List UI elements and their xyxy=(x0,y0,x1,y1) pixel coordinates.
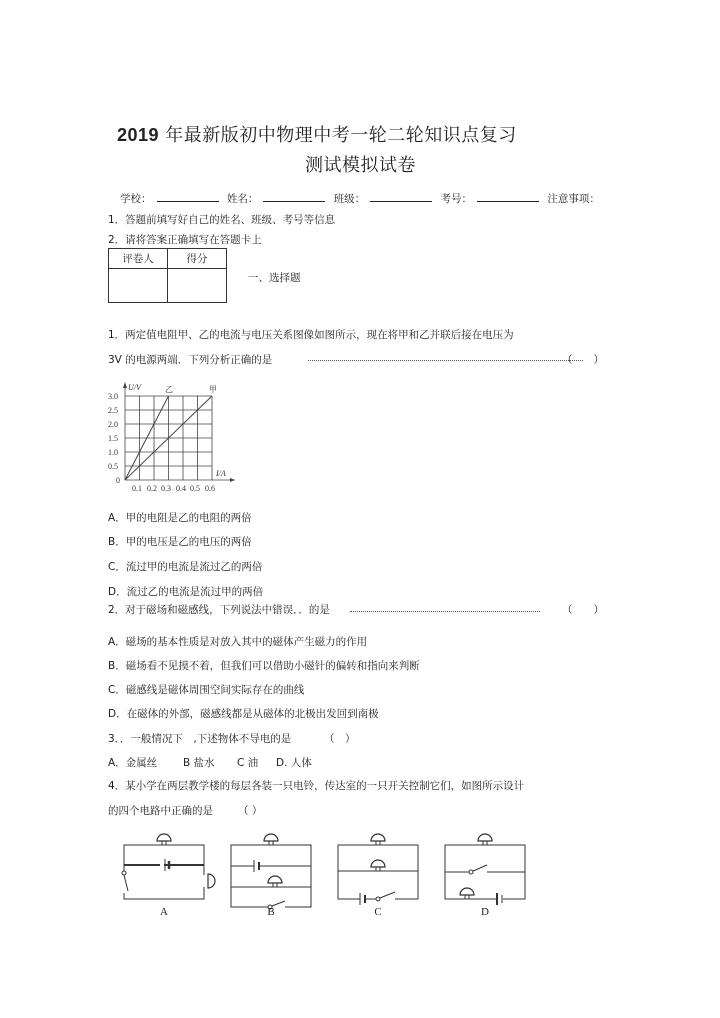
circuit-label-b: B xyxy=(267,906,275,918)
q1-option-a[interactable]: A．甲的电阻是乙的电阻的两倍 xyxy=(108,512,252,524)
title-text: 年最新版初中物理中考一轮二轮知识点复习 xyxy=(165,125,517,146)
q2-option-a[interactable]: A．磁场的基本性质是对放入其中的磁体产生磁力的作用 xyxy=(108,636,368,648)
x-tick: 0.2 xyxy=(147,484,157,493)
q2-paren: （ ） xyxy=(562,604,604,616)
note-2: 2．请将答案正确填写在答题卡上 xyxy=(108,234,262,246)
q1-line2: 3V 的电源两端．下列分析正确的是 xyxy=(108,354,273,366)
q3-text: 3．．一般情况下 ,下述物体不导电的是 xyxy=(108,733,292,745)
x-tick: 0.6 xyxy=(205,484,215,493)
q3-paren: （ ） xyxy=(324,733,356,745)
q1-dots xyxy=(308,352,583,361)
bell-icon xyxy=(264,834,278,845)
y-tick: 2.0 xyxy=(108,420,118,429)
q3-option-c[interactable]: C 油 xyxy=(237,757,259,769)
y-axis-label: U/V xyxy=(128,383,141,392)
q3-option-b[interactable]: B 盐水 xyxy=(183,757,215,769)
q1-line1: 1．两定值电阻甲、乙的电流与电压关系图像如图所示，现在将甲和乙并联后接在电压为 xyxy=(108,329,514,341)
bell-icon xyxy=(478,834,492,845)
circuit-c[interactable] xyxy=(338,845,418,905)
label-jia: 甲 xyxy=(209,385,217,394)
name-field[interactable] xyxy=(263,192,325,202)
class-field[interactable] xyxy=(370,192,432,202)
section-heading: 一、选择题 xyxy=(248,272,301,284)
number-field[interactable] xyxy=(477,192,539,202)
title-year: 2019 xyxy=(117,125,160,145)
x-tick: 0.5 xyxy=(190,484,200,493)
grader-cell[interactable] xyxy=(109,269,168,303)
title-line1 xyxy=(117,121,517,147)
score-cell[interactable] xyxy=(168,269,227,303)
q1-graph xyxy=(105,380,235,495)
name-label: 姓名： xyxy=(226,193,259,205)
note-1: 1．答题前填写好自己的姓名、班级、考号等信息 xyxy=(108,214,336,226)
label-yi: 乙 xyxy=(165,385,173,394)
circuit-label-d: D xyxy=(481,906,489,918)
q2-option-b[interactable]: B．磁场看不见摸不着，但我们可以借助小磁针的偏转和指向来判断 xyxy=(108,660,420,672)
q4-circuits xyxy=(115,825,535,920)
x-tick: 0.4 xyxy=(176,484,186,493)
bell-icon xyxy=(157,834,171,845)
y-tick: 0.5 xyxy=(108,462,118,471)
circuit-d[interactable] xyxy=(445,845,525,905)
y-tick: 2.5 xyxy=(108,406,118,415)
q3-option-d[interactable]: D. 人体 xyxy=(276,757,312,769)
q2-option-d[interactable]: D．在磁体的外部，磁感线都是从磁体的北极出发回到南极 xyxy=(108,708,379,720)
bell-icon xyxy=(268,876,282,887)
q2-text: 2．对于磁场和磁感线，下列说法中错误．．的是 xyxy=(108,604,330,616)
bell-icon xyxy=(371,834,385,845)
q1-option-c[interactable]: C．流过甲的电流是流过乙的两倍 xyxy=(108,561,263,573)
bell-icon xyxy=(371,860,385,871)
y-tick: 1.5 xyxy=(108,434,118,443)
origin-label: 0 xyxy=(116,476,120,485)
score-header: 得分 xyxy=(168,249,227,269)
y-tick: 3.0 xyxy=(108,392,118,401)
q4-line1: 4．某小学在两层教学楼的每层各装一只电铃，传达室的一只开关控制它们，如图所示设计 xyxy=(108,780,525,792)
number-label: 考号： xyxy=(440,193,473,205)
x-tick: 0.1 xyxy=(132,484,142,493)
x-tick: 0.3 xyxy=(161,484,171,493)
bell-icon xyxy=(460,888,474,899)
q4-paren: （ ） xyxy=(238,805,263,817)
grader-header: 评卷人 xyxy=(109,249,168,269)
q1-option-d[interactable]: D．流过乙的电流是流过甲的两倍 xyxy=(108,586,264,598)
school-field[interactable] xyxy=(157,192,219,202)
x-axis-label: I/A xyxy=(216,469,226,478)
q1-paren: （ ） xyxy=(562,354,604,366)
y-tick: 1.0 xyxy=(108,448,118,457)
info-line xyxy=(120,191,600,206)
score-table xyxy=(108,248,227,303)
class-label: 班级： xyxy=(333,193,366,205)
notice-label: 注意事项： xyxy=(547,193,600,205)
school-label: 学校： xyxy=(120,193,152,205)
q2-option-c[interactable]: C．磁感线是磁体周围空间实际存在的曲线 xyxy=(108,684,305,696)
circuit-a[interactable] xyxy=(122,845,215,899)
circuit-label-c: C xyxy=(374,906,382,918)
title-line2: 测试模拟试卷 xyxy=(305,155,416,176)
circuit-label-a: A xyxy=(160,906,168,918)
q2-dots xyxy=(350,603,540,612)
q4-line2: 的四个电路中正确的是 xyxy=(108,805,213,817)
q3-option-a[interactable]: A．金属丝 xyxy=(108,757,158,769)
q1-option-b[interactable]: B．甲的电压是乙的电压的两倍 xyxy=(108,536,252,548)
